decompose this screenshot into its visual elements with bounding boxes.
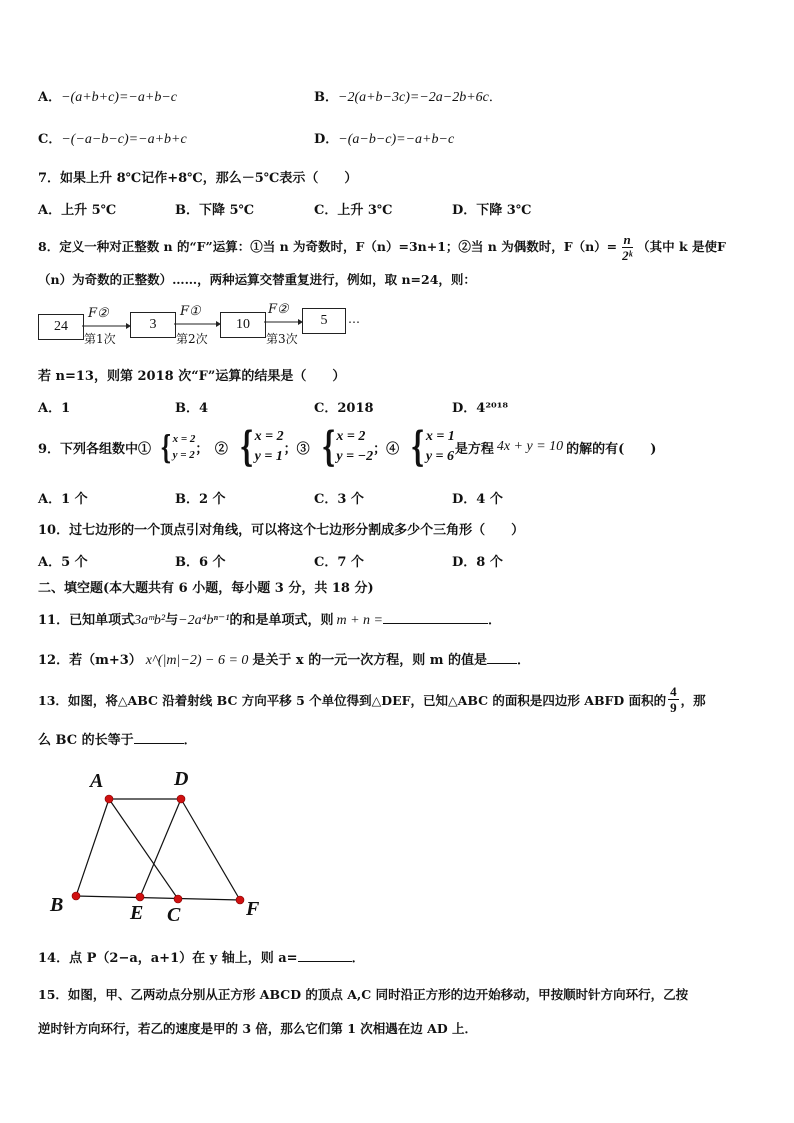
q8-fraction xyxy=(622,232,633,263)
option-label: D． xyxy=(314,132,339,147)
segment-ab xyxy=(76,799,109,896)
option-label: C． xyxy=(38,132,62,147)
q9-stem-start: 9．下列各组数中① xyxy=(38,441,152,457)
q13-line2-a: 么 BC 的长等于 xyxy=(38,733,134,748)
q13-fraction xyxy=(668,684,679,715)
q13-line1-a: 13．如图，将△ABC 沿着射线 BC 方向平移 5 个单位得到△DEF，已知△ABC 的面积是四边形 ABFD 面积的 xyxy=(38,692,667,708)
q8-option-b: B．4 xyxy=(175,401,209,416)
q12 xyxy=(38,649,530,669)
q10-option-c: C．7 个 xyxy=(314,555,364,570)
q9-sep1: ； ② xyxy=(195,441,228,457)
system-2 xyxy=(228,423,284,470)
q9-stem-end-b: 的解的有( ) xyxy=(566,441,657,457)
q13-line2 xyxy=(38,729,197,748)
q15-line1: 15．如图，甲、乙两动点分别从正方形 ABCD 的顶点 A,C 同时沿正方形的边开始移动，甲按顺时针方向环行，乙按 xyxy=(38,987,689,1002)
flow-step-2: 第2次 xyxy=(176,332,208,346)
flow-box-5: 5 xyxy=(302,308,346,334)
fraction-numerator: 4 xyxy=(670,684,677,699)
system-1-x: x = 2 xyxy=(172,433,196,445)
system-3-x: x = 2 xyxy=(336,429,366,444)
q11-monomial-1: 3aᵐb² xyxy=(134,613,166,628)
q15-line2: 逆时针方向环行，若乙的速度是甲的 3 倍，那么它们第 1 次相遇在边 AD 上． xyxy=(38,1021,478,1036)
q8-flow-diagram xyxy=(36,300,366,348)
q11-part1: 11．已知单项式 xyxy=(38,613,135,628)
flow-op-1: F② xyxy=(88,306,109,321)
q13-answer-blank[interactable] xyxy=(134,729,184,744)
system-4 xyxy=(399,423,455,470)
q9-stem xyxy=(38,423,657,470)
q13-line1 xyxy=(38,684,706,715)
point-d xyxy=(177,795,185,803)
q14-end: ． xyxy=(351,951,365,966)
q9-option-c: C．3 个 xyxy=(314,492,364,507)
q8-stem-part1: 8．定义一种对正整数 n 的“F”运算：①当 n 为奇数时，F（n）=3n+1；②当 n 为偶数时，F（n）= xyxy=(38,239,618,254)
q13-figure xyxy=(40,762,280,932)
q13-line1-b: ，那 xyxy=(680,692,706,708)
point-f xyxy=(236,896,244,904)
translation-figure xyxy=(40,762,280,932)
flow-step-3: 第3次 xyxy=(266,332,298,346)
segment-df xyxy=(181,799,240,900)
q12-part2: 是关于 x 的一元一次方程，则 m 的值是 xyxy=(252,653,488,668)
system-2-x: x = 2 xyxy=(254,429,284,444)
segment-bf xyxy=(76,896,240,900)
q11-part3: 的和是单项式，则 xyxy=(229,613,334,628)
q11-part2: 与 xyxy=(165,613,179,628)
q10-option-a: A．5 个 xyxy=(38,555,88,570)
q11-expression: m + n = xyxy=(336,613,383,628)
point-a xyxy=(105,795,113,803)
point-b xyxy=(72,892,80,900)
q6-option-a xyxy=(38,86,177,106)
section-heading: 二、填空题(本大题共有 6 小题，每小题 3 分，共 18 分) xyxy=(38,581,374,596)
option-label: B． xyxy=(314,90,338,105)
label-c: C xyxy=(167,904,181,926)
q10-option-d: D．8 个 xyxy=(452,555,503,570)
q9-option-a: A．1 个 xyxy=(38,492,88,507)
q7-option-a: A．上升 5℃ xyxy=(38,203,117,218)
point-e xyxy=(136,893,144,901)
q8-option-a: A．1 xyxy=(38,401,71,416)
q9-option-d: D．4 个 xyxy=(452,492,503,507)
q7-option-d: D．下降 3℃ xyxy=(452,203,532,218)
q10-stem: 10．过七边形的一个顶点引对角线，可以将这个七边形分割成多少个三角形（ ） xyxy=(38,523,525,538)
q7-option-c: C．上升 3℃ xyxy=(314,203,393,218)
brace-icon: { xyxy=(321,423,336,470)
q8-option-c: C．2018 xyxy=(314,401,374,416)
system-4-y: y = 6 xyxy=(425,449,455,464)
system-3 xyxy=(310,423,374,470)
segment-de xyxy=(140,799,181,897)
q12-answer-blank[interactable] xyxy=(487,649,517,664)
label-a: A xyxy=(90,770,104,792)
system-1-y: y = 2 xyxy=(172,449,195,461)
q8-stem-line2: （n）为奇数的正整数）……，两种运算交替重复进行，例如，取 n=24，则： xyxy=(38,272,476,287)
label-d: D xyxy=(174,768,189,790)
q12-part1: 12．若（m+3） xyxy=(38,653,142,668)
segment-ac xyxy=(109,799,178,899)
flow-box-24: 24 xyxy=(38,314,84,340)
q7-option-b: B．下降 5℃ xyxy=(175,203,255,218)
flow-op-3: F② xyxy=(268,302,289,317)
point-c xyxy=(174,895,182,903)
system-1 xyxy=(151,428,196,466)
fraction-denominator: 9 xyxy=(670,700,677,715)
fraction-denominator: 2ᵏ xyxy=(622,248,633,263)
option-label: A． xyxy=(38,90,62,105)
option-end: ． xyxy=(488,90,502,105)
q8-stem-line1 xyxy=(38,232,726,263)
flow-step-1: 第1次 xyxy=(84,332,116,346)
brace-icon: { xyxy=(410,423,425,470)
q12-end: ． xyxy=(517,653,531,668)
label-b: B xyxy=(50,894,64,916)
q8-question: 若 n=13，则第 2018 次“F”运算的结果是（ ） xyxy=(38,369,346,384)
q8-option-d: D．4²⁰¹⁸ xyxy=(452,401,509,416)
system-4-x: x = 1 xyxy=(425,429,455,444)
label-f: F xyxy=(246,898,260,920)
brace-icon: { xyxy=(160,428,172,466)
q6-option-c xyxy=(38,128,187,148)
q9-sep2: ；③ xyxy=(283,441,310,457)
flow-ellipsis: … xyxy=(348,312,360,326)
q9-equation: 4x + y = 10 xyxy=(496,439,564,454)
q9-option-b: B．2 个 xyxy=(175,492,226,507)
flow-box-3: 3 xyxy=(130,312,176,338)
q8-stem-part2: （其中 k 是使F xyxy=(637,239,726,254)
q13-line2-end: ． xyxy=(183,733,197,748)
q11-answer-blank[interactable] xyxy=(383,609,488,624)
q11 xyxy=(38,609,501,629)
q6-option-b xyxy=(314,86,502,106)
option-expression: −(a+b+c)=−a+b−c xyxy=(61,90,177,105)
fraction-numerator: n xyxy=(623,232,631,247)
q11-end: ． xyxy=(488,613,502,628)
q9-sep3: ；④ xyxy=(373,441,400,457)
label-e: E xyxy=(130,902,144,924)
q7-stem: 7．如果上升 8℃记作+8℃，那么－5℃表示（ ） xyxy=(38,171,358,186)
q6-option-d xyxy=(314,128,454,148)
q14-answer-blank[interactable] xyxy=(298,947,352,962)
q12-equation: x^(|m|−2) − 6 = 0 xyxy=(145,653,249,668)
q14 xyxy=(38,947,365,966)
option-expression: −2(a+b−3c)=−2a−2b+6c xyxy=(338,90,489,105)
q14-stem: 14．点 P（2−a，a+1）在 y 轴上，则 a= xyxy=(38,951,298,966)
flow-box-10: 10 xyxy=(220,312,266,338)
system-3-y: y = −2 xyxy=(336,449,374,464)
system-2-y: y = 1 xyxy=(254,449,283,464)
q11-monomial-2: −2a⁴bⁿ⁻¹ xyxy=(178,613,230,628)
option-expression: −(−a−b−c)=−a+b+c xyxy=(61,132,187,147)
brace-icon: { xyxy=(239,423,254,470)
flow-op-2: F① xyxy=(180,304,201,319)
option-expression: −(a−b−c)=−a+b−c xyxy=(338,132,455,147)
q9-stem-end-a: 是方程 xyxy=(454,441,494,457)
q10-option-b: B．6 个 xyxy=(175,555,226,570)
